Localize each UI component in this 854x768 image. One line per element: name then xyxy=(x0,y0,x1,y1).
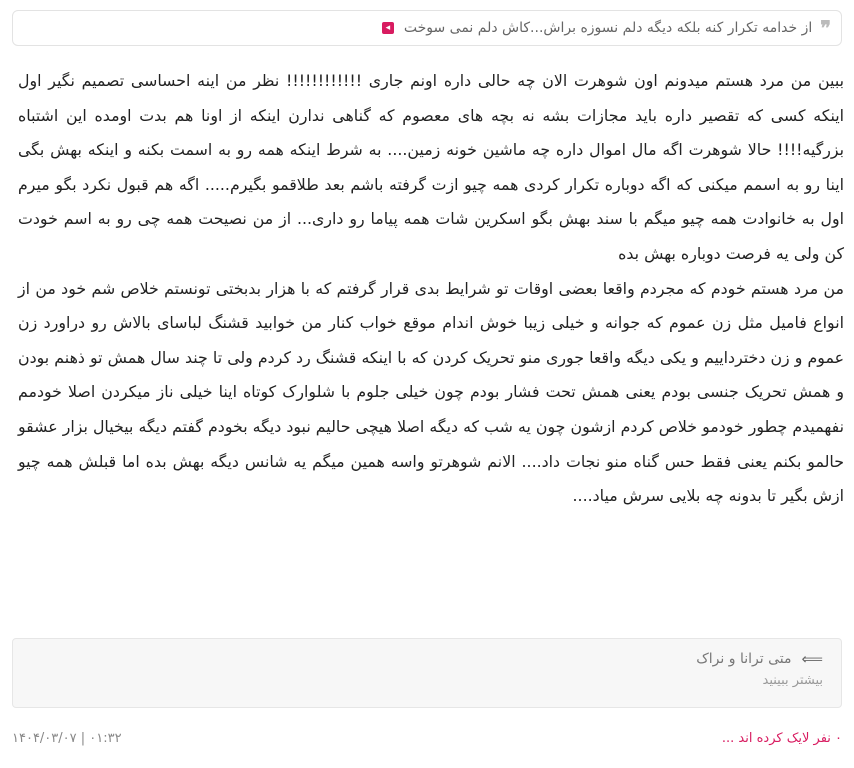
post-footer xyxy=(12,728,842,748)
quoted-comment[interactable] xyxy=(12,10,842,46)
see-more-link[interactable]: بیشتر ببینید xyxy=(762,673,823,688)
see-more-title[interactable]: متی ترانا و نراک xyxy=(696,651,792,667)
see-more-row[interactable] xyxy=(31,651,823,667)
share-icon: ⟸ xyxy=(801,649,823,668)
post-paragraph: ببین من مرد هستم میدونم اون شوهرت الان چه حالی داره اونم جاری !!!!!!!!!!!! نظر من اینه احساسی تصمیم نگیر اول اینکه کسی که تقصیر داره باید مجازات بشه نه بچه های معصوم که گناهی ندارن اینکه از اونا هم بدت اومده این اشتباه بزرگیه!!!! حالا شوهرت اگه مال اموال داره چه ماشین خونه زمین.... به شرط اینکه همه رو به اسمت بکنه و اینکه بهش بگی اینا رو به اسمم میکنی که اگه دوباره تکرار کردی همه چیو ازت گرفته باشم بعد طلاقمو بگیرم..... اگه هم قبول نکرد بگو میرم اول به خانوادت همه چیو میگم با سند بهش بگو اسکرین شات همه پیاما رو داری... از من نصیحت همه چی رو به اسم خودت کن ولی یه فرصت دوباره بهش بده xyxy=(18,71,844,263)
external-link-icon[interactable]: ◂ xyxy=(382,22,394,34)
quote-icon: ❞ xyxy=(820,16,831,40)
see-more-box[interactable] xyxy=(12,638,842,708)
post-datetime: ۱۴۰۴/۰۳/۰۷ | ۰۱:۳۲ xyxy=(12,730,122,746)
likes-count-link[interactable]: ۰ نفر لایک کرده اند ... xyxy=(721,730,842,746)
post-body xyxy=(18,64,844,514)
post-paragraph: من مرد هستم خودم که مجردم واقعا بعضی اوقات تو شرایط بدی قرار گرفتم که با هزار بدبختی تونستم خلاص شم خود من از انواع فامیل مثل زن عموم که جوانه و خیلی زیبا خوش اندام موقع خواب کنار من خوابید قشنگ لباسای بالاش رو دراورد زن عموم و زن دخترداییم و یکی دیگه واقعا جوری منو تحریک کردن که با اینکه قشنگ رد کردم ولی تا چند سال همش تو ذهنم بودن و همش تحریک جنسی بودم یعنی همش تحت فشار بودم چون خیلی جلوم با شلوارک کوتاه اینا خیلی ناز میکردن اصلا خودمم نفهمیدم چطور خودمو خلاص کردم ازشون چون یه شب که دیگه اصلا هیچی حالیم نبود دیگه بخودم گفتم دیگه بیخیال بزار عشقو حالمو بکنم یعنی فقط حس گناه منو نجات داد.... الانم شوهرتو واسه همین میگم یه شانس دیگه بهش بده اما قبلش همه چیو ازش بگیر تا بدونه چه بلایی سرش میاد.... xyxy=(18,278,844,506)
quoted-text: از خدامه تکرار کنه بلکه دیگه دلم نسوزه براش...کاش دلم نمی سوخت xyxy=(403,20,813,36)
